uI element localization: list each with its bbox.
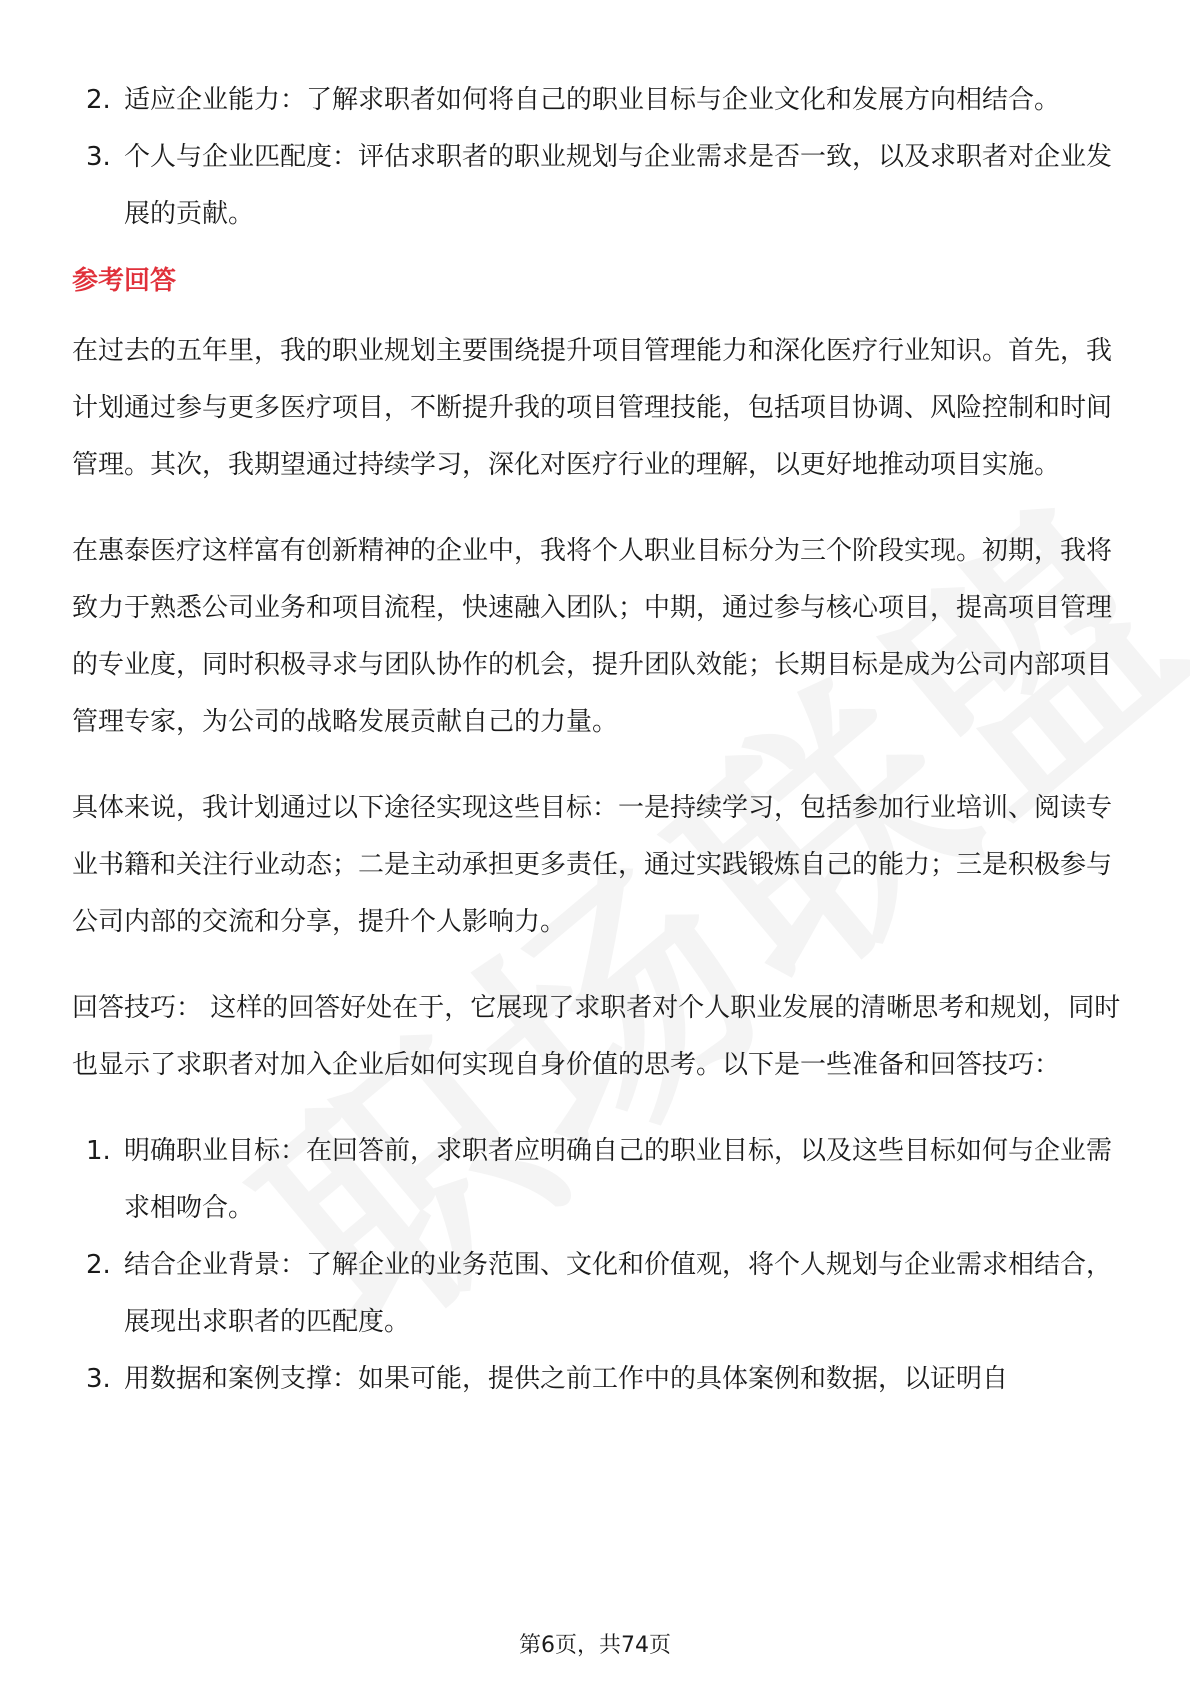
list-item	[72, 129, 1132, 243]
list-item-text: 结合企业背景：了解企业的业务范围、文化和价值观，将个人规划与企业需求相结合，展现出求职者的匹配度。	[124, 1250, 1113, 1337]
list-item	[72, 1351, 1132, 1408]
page-footer: 第6页，共74页	[519, 1633, 671, 1658]
list-item-text: 个人与企业匹配度：评估求职者的职业规划与企业需求是否一致，以及求职者对企业发展的贡献。	[124, 142, 1113, 229]
answer-tips-list	[72, 1123, 1132, 1408]
list-item	[72, 72, 1132, 129]
list-item-text: 适应企业能力：了解求职者如何将自己的职业目标与企业文化和发展方向相结合。	[124, 85, 1061, 115]
list-item-number: 3.	[86, 142, 111, 172]
answer-paragraph: 在惠泰医疗这样富有创新精神的企业中，我将个人职业目标分为三个阶段实现。初期，我将致力于熟悉公司业务和项目流程，快速融入团队；中期，通过参与核心项目，提高项目管理的专业度，同时积极寻求与团队协作的机会，提升团队效能；长期目标是成为公司内部项目管理专家，为公司的战略发展贡献自己的力量。	[72, 536, 1113, 737]
list-item-number: 2.	[86, 85, 111, 115]
section-title: 参考回答	[72, 266, 177, 296]
list-item-number: 3.	[86, 1364, 111, 1394]
list-item	[72, 1237, 1132, 1351]
list-item-number: 2.	[86, 1250, 111, 1280]
tips-intro-paragraph: 回答技巧： 这样的回答好处在于，它展现了求职者对个人职业发展的清晰思考和规划，同时也显示了求职者对加入企业后如何实现自身价值的思考。以下是一些准备和回答技巧：	[72, 993, 1121, 1080]
list-item-number: 1.	[86, 1136, 111, 1166]
list-item	[72, 1123, 1132, 1237]
answer-paragraph: 具体来说，我计划通过以下途径实现这些目标：一是持续学习，包括参加行业培训、阅读专业书籍和关注行业动态；二是主动承担更多责任，通过实践锻炼自己的能力；三是积极参与公司内部的交流和分享，提升个人影响力。	[72, 793, 1113, 937]
list-item-text: 明确职业目标：在回答前，求职者应明确自己的职业目标，以及这些目标如何与企业需求相吻合。	[124, 1136, 1113, 1223]
evaluation-points-list	[72, 72, 1132, 243]
list-item-text: 用数据和案例支撑：如果可能，提供之前工作中的具体案例和数据，以证明自	[124, 1364, 1009, 1394]
page-content	[72, 72, 1132, 1408]
answer-paragraph: 在过去的五年里，我的职业规划主要围绕提升项目管理能力和深化医疗行业知识。首先，我计划通过参与更多医疗项目，不断提升我的项目管理技能，包括项目协调、风险控制和时间管理。其次，我期望通过持续学习，深化对医疗行业的理解，以更好地推动项目实施。	[72, 336, 1113, 480]
